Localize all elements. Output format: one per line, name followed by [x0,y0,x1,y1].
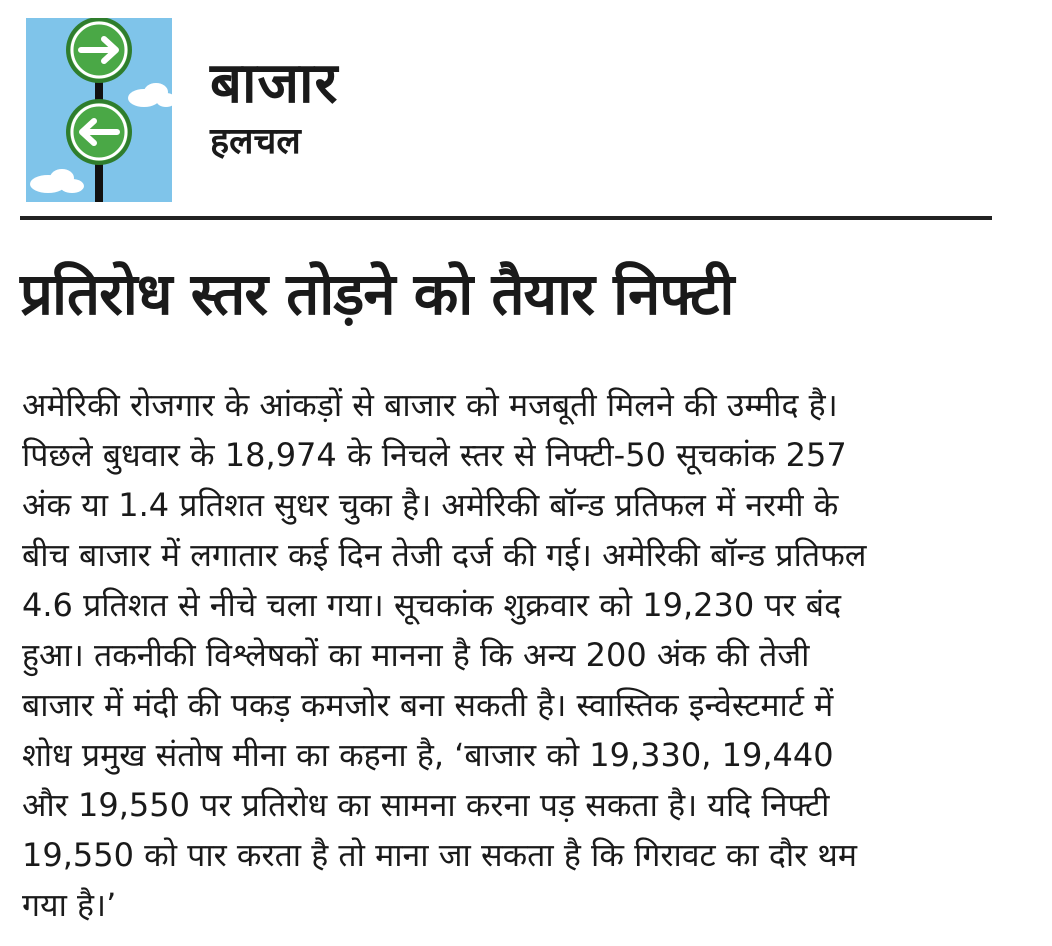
body-line: और 19,550 पर प्रतिरोध का सामना करना पड़ सकता है। यदि निफ्टी [22,786,830,824]
body-line: पिछले बुधवार के 18,974 के निचले स्तर से निफ्टी-50 सूचकांक 257 [22,436,847,474]
body-line: अमेरिकी रोजगार के आंकड़ों से बाजार को मजबूती मिलने की उम्मीद है। [22,386,838,424]
article-body [22,380,997,930]
body-line: गया है।’ [22,886,117,924]
signpost-arrows-icon [26,18,172,202]
header-divider [20,216,992,220]
article-headline: प्रतिरोध स्तर तोड़ने को तैयार निफ्टी [20,260,734,328]
body-line: शोध प्रमुख संतोष मीना का कहना है, ‘बाजार को 19,330, 19,440 [22,736,834,774]
body-line: हुआ। तकनीकी विश्लेषकों का मानना है कि अन्य 200 अंक की तेजी [22,636,810,674]
section-subtitle: हलचल [210,121,301,162]
body-line: अंक या 1.4 प्रतिशत सुधर चुका है। अमेरिकी बॉन्ड प्रतिफल में नरमी के [22,486,839,524]
body-line: बाजार में मंदी की पकड़ कमजोर बना सकती है। स्वास्तिक इन्वेस्टमार्ट में [22,686,834,724]
body-line: बीच बाजार में लगातार कई दिन तेजी दर्ज की गई। अमेरिकी बॉन्ड प्रतिफल [22,536,867,574]
body-line: 19,550 को पार करता है तो माना जा सकता है कि गिरावट का दौर थम [22,836,858,874]
section-title: बाजार [210,51,339,116]
body-line: 4.6 प्रतिशत से नीचे चला गया। सूचकांक शुक्रवार को 19,230 पर बंद [22,586,842,624]
section-header [210,52,338,164]
